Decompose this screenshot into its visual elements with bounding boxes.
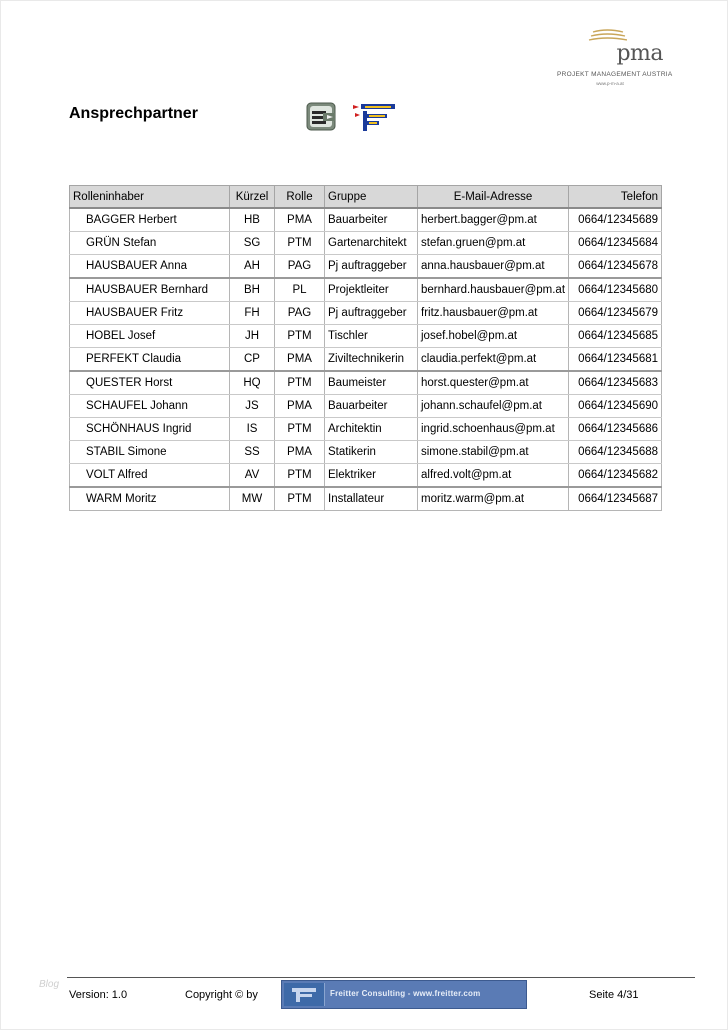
cell-rolle: PMA: [275, 348, 325, 372]
column-header-telefon[interactable]: Telefon: [569, 186, 662, 209]
column-header-kuerzel[interactable]: Kürzel: [230, 186, 275, 209]
cell-name: WARM Moritz: [70, 487, 230, 511]
cell-kuerzel: AH: [230, 255, 275, 279]
table-row[interactable]: [70, 302, 662, 325]
cell-gruppe: Projektleiter: [325, 278, 418, 302]
page-title: Ansprechpartner: [69, 105, 198, 122]
cell-gruppe: Elektriker: [325, 464, 418, 488]
cell-kuerzel: HQ: [230, 371, 275, 395]
cell-telefon: 0664/12345684: [569, 232, 662, 255]
cell-gruppe: Statikerin: [325, 441, 418, 464]
cell-name: PERFEKT Claudia: [70, 348, 230, 372]
cell-email: claudia.perfekt@pm.at: [418, 348, 569, 372]
page-number: Seite 4/31: [589, 989, 639, 1001]
cell-email: anna.hausbauer@pm.at: [418, 255, 569, 279]
cell-name: GRÜN Stefan: [70, 232, 230, 255]
cell-rolle: PTM: [275, 371, 325, 395]
cell-rolle: PMA: [275, 208, 325, 232]
cell-kuerzel: AV: [230, 464, 275, 488]
cell-name: STABIL Simone: [70, 441, 230, 464]
cell-name: SCHAUFEL Johann: [70, 395, 230, 418]
cell-telefon: 0664/12345683: [569, 371, 662, 395]
cell-kuerzel: SG: [230, 232, 275, 255]
cell-rolle: PMA: [275, 441, 325, 464]
cell-kuerzel: MW: [230, 487, 275, 511]
cell-rolle: PTM: [275, 232, 325, 255]
cell-email: alfred.volt@pm.at: [418, 464, 569, 488]
table-row[interactable]: [70, 418, 662, 441]
cell-name: VOLT Alfred: [70, 464, 230, 488]
cell-gruppe: Installateur: [325, 487, 418, 511]
pma-logo: [557, 29, 673, 91]
cell-email: simone.stabil@pm.at: [418, 441, 569, 464]
cell-telefon: 0664/12345680: [569, 278, 662, 302]
column-header-gruppe[interactable]: Gruppe: [325, 186, 418, 209]
cell-telefon: 0664/12345687: [569, 487, 662, 511]
cell-email: bernhard.hausbauer@pm.at: [418, 278, 569, 302]
table-row[interactable]: [70, 441, 662, 464]
table-row[interactable]: [70, 464, 662, 488]
edit-list-icon[interactable]: [305, 101, 339, 133]
document-page: [1, 1, 727, 1029]
table-row[interactable]: [70, 348, 662, 372]
cell-rolle: PAG: [275, 255, 325, 279]
table-row[interactable]: [70, 395, 662, 418]
table-row[interactable]: [70, 325, 662, 348]
table-row[interactable]: [70, 371, 662, 395]
table-header-row: [70, 186, 662, 209]
cell-gruppe: Bauarbeiter: [325, 208, 418, 232]
cell-gruppe: Baumeister: [325, 371, 418, 395]
freitter-consulting-banner: [281, 980, 527, 1009]
cell-kuerzel: JS: [230, 395, 275, 418]
cell-rolle: PMA: [275, 395, 325, 418]
blog-watermark: Blog: [39, 979, 60, 990]
cell-name: HAUSBAUER Fritz: [70, 302, 230, 325]
cell-rolle: PTM: [275, 487, 325, 511]
table-row[interactable]: [70, 208, 662, 232]
contacts-table: [69, 185, 662, 511]
column-header-rolleninhaber[interactable]: Rolleninhaber: [70, 186, 230, 209]
logo-subtitle: PROJEKT MANAGEMENT AUSTRIA: [557, 71, 673, 78]
cell-email: johann.schaufel@pm.at: [418, 395, 569, 418]
cell-name: QUESTER Horst: [70, 371, 230, 395]
cell-gruppe: Pj auftraggeber: [325, 302, 418, 325]
cell-kuerzel: BH: [230, 278, 275, 302]
cell-email: josef.hobel@pm.at: [418, 325, 569, 348]
cell-name: BAGGER Herbert: [70, 208, 230, 232]
cell-kuerzel: HB: [230, 208, 275, 232]
cell-rolle: PTM: [275, 464, 325, 488]
cell-name: HAUSBAUER Bernhard: [70, 278, 230, 302]
cell-email: fritz.hausbauer@pm.at: [418, 302, 569, 325]
footer-divider: [67, 977, 695, 978]
logo-url: www.p-m-a.at: [596, 81, 624, 86]
logo-text: pma: [616, 41, 663, 66]
cell-telefon: 0664/12345688: [569, 441, 662, 464]
cell-telefon: 0664/12345682: [569, 464, 662, 488]
table-row[interactable]: [70, 487, 662, 511]
cell-telefon: 0664/12345678: [569, 255, 662, 279]
cell-name: HOBEL Josef: [70, 325, 230, 348]
hierarchy-chart-icon[interactable]: [351, 101, 385, 133]
cell-email: ingrid.schoenhaus@pm.at: [418, 418, 569, 441]
cell-telefon: 0664/12345681: [569, 348, 662, 372]
cell-name: SCHÖNHAUS Ingrid: [70, 418, 230, 441]
freitter-logo-icon: [284, 983, 325, 1006]
cell-gruppe: Pj auftraggeber: [325, 255, 418, 279]
table-row[interactable]: [70, 255, 662, 279]
cell-telefon: 0664/12345690: [569, 395, 662, 418]
cell-gruppe: Bauarbeiter: [325, 395, 418, 418]
cell-rolle: PTM: [275, 325, 325, 348]
cell-telefon: 0664/12345689: [569, 208, 662, 232]
cell-email: herbert.bagger@pm.at: [418, 208, 569, 232]
cell-gruppe: Architektin: [325, 418, 418, 441]
cell-gruppe: Gartenarchitekt: [325, 232, 418, 255]
cell-telefon: 0664/12345685: [569, 325, 662, 348]
cell-kuerzel: FH: [230, 302, 275, 325]
banner-text: Freitter Consulting - www.freitter.com: [330, 989, 481, 998]
cell-rolle: PAG: [275, 302, 325, 325]
cell-kuerzel: JH: [230, 325, 275, 348]
cell-email: horst.quester@pm.at: [418, 371, 569, 395]
footer-version: Version: 1.0: [69, 989, 128, 1001]
cell-kuerzel: SS: [230, 441, 275, 464]
footer-copyright: Copyright © by: [185, 989, 258, 1001]
cell-telefon: 0664/12345686: [569, 418, 662, 441]
column-header-rolle[interactable]: Rolle: [275, 186, 325, 209]
cell-gruppe: Tischler: [325, 325, 418, 348]
column-header-email[interactable]: E-Mail-Adresse: [418, 186, 569, 209]
table-row[interactable]: [70, 278, 662, 302]
cell-rolle: PL: [275, 278, 325, 302]
cell-rolle: PTM: [275, 418, 325, 441]
cell-email: moritz.warm@pm.at: [418, 487, 569, 511]
table-row[interactable]: [70, 232, 662, 255]
cell-gruppe: Ziviltechnikerin: [325, 348, 418, 372]
cell-telefon: 0664/12345679: [569, 302, 662, 325]
cell-kuerzel: IS: [230, 418, 275, 441]
cell-email: stefan.gruen@pm.at: [418, 232, 569, 255]
cell-name: HAUSBAUER Anna: [70, 255, 230, 279]
cell-kuerzel: CP: [230, 348, 275, 372]
